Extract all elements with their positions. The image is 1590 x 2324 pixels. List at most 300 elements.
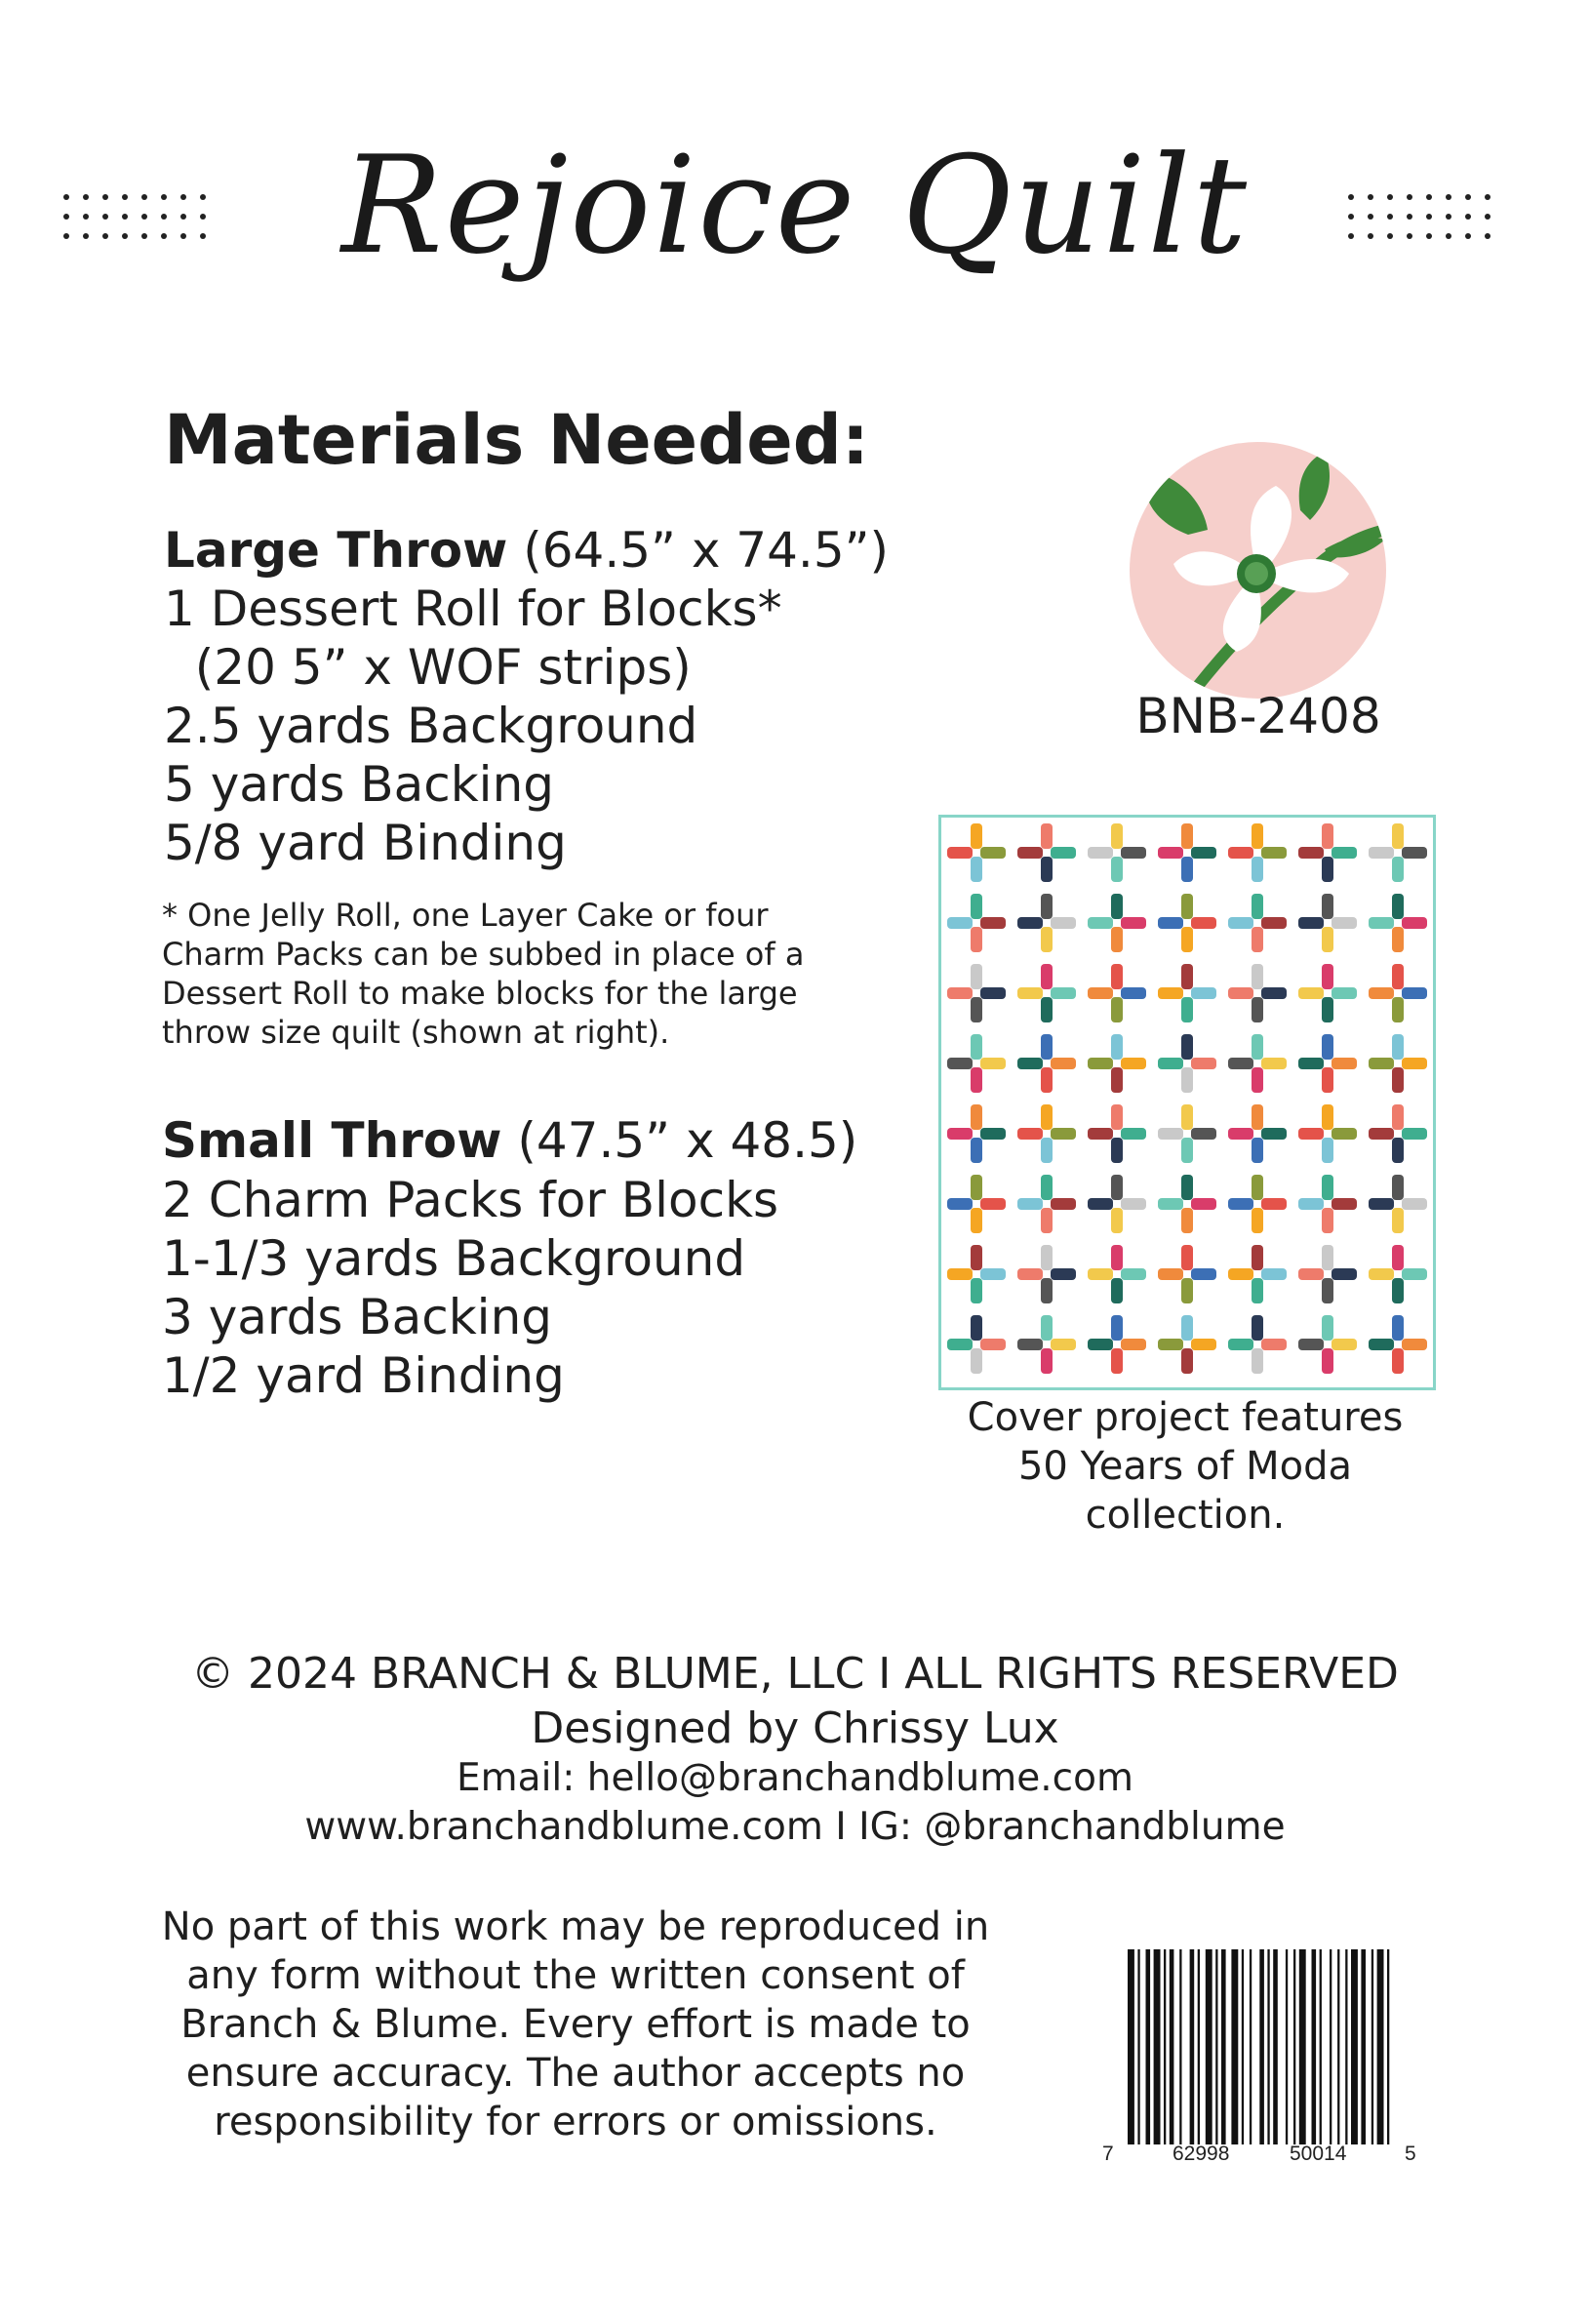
quilt-patch: [1191, 1268, 1216, 1280]
quilt-patch: [1158, 1128, 1183, 1140]
quilt-patch: [1252, 1067, 1263, 1093]
barcode-bar: [1206, 1949, 1212, 2144]
quilt-patch: [1322, 857, 1333, 882]
designer-credit: Designed by Chrissy Lux: [531, 1703, 1059, 1753]
quilt-patch: [1121, 987, 1146, 999]
disclaimer-line: any form without the written consent of: [186, 1953, 965, 1998]
quilt-patch: [1191, 1198, 1216, 1210]
quilt-patch: [1298, 1128, 1324, 1140]
quilt-patch: [1088, 917, 1113, 929]
quilt-patch: [980, 917, 1006, 929]
quilt-patch: [1369, 847, 1394, 859]
quilt-patch: [947, 917, 973, 929]
quilt-patch: [947, 847, 973, 859]
caption-line: collection.: [1085, 1493, 1286, 1538]
quilt-patch: [1191, 917, 1216, 929]
quilt-patch: [1051, 1339, 1076, 1350]
barcode-digit: 5: [1405, 2143, 1416, 2165]
quilt-patch: [1402, 1268, 1427, 1280]
quilt-patch: [1392, 927, 1404, 952]
quilt-patch: [947, 1339, 973, 1350]
quilt-patch: [1111, 857, 1123, 882]
barcode-bar: [1337, 1949, 1339, 2144]
quilt-patch: [971, 857, 982, 882]
quilt-patch: [1402, 1339, 1427, 1350]
quilt-patch: [1369, 1339, 1394, 1350]
quilt-patch: [980, 1058, 1006, 1069]
quilt-patch: [1261, 847, 1287, 859]
quilt-patch: [1228, 1339, 1253, 1350]
quilt-patch: [1088, 1128, 1113, 1140]
small-throw-size: (47.5” x 48.5): [517, 1112, 858, 1169]
quilt-patch: [971, 1104, 982, 1130]
barcode-bar: [1154, 1949, 1161, 2144]
quilt-patch: [1322, 964, 1333, 989]
barcode-bar: [1164, 1949, 1166, 2144]
quilt-patch: [1041, 857, 1053, 882]
quilt-patch: [1121, 917, 1146, 929]
quilt-patch: [1252, 997, 1263, 1022]
quilt-patch: [980, 1339, 1006, 1350]
barcode: [1102, 1949, 1416, 2170]
cover-caption: [936, 1393, 1434, 1540]
quilt-patch: [1322, 927, 1333, 952]
quilt-patch: [1369, 1128, 1394, 1140]
dogwood-flower-icon: [1130, 442, 1386, 699]
quilt-patch: [1298, 987, 1324, 999]
quilt-patch: [1392, 823, 1404, 849]
barcode-digit: 62998: [1173, 2143, 1230, 2165]
barcode-bars: [1122, 1949, 1416, 2144]
quilt-patch: [947, 987, 973, 999]
quilt-patch: [1017, 987, 1043, 999]
quilt-patch: [1332, 1128, 1357, 1140]
quilt-patch: [971, 1067, 982, 1093]
quilt-patch: [971, 1315, 982, 1341]
quilt-patch: [1111, 1138, 1123, 1163]
quilt-patch: [1158, 847, 1183, 859]
quilt-patch: [947, 1198, 973, 1210]
barcode-bar: [1361, 1949, 1366, 2144]
footnote: [162, 896, 804, 1052]
quilt-patch: [1088, 1058, 1113, 1069]
quilt-patch: [1111, 1245, 1123, 1270]
quilt-patch: [1261, 917, 1287, 929]
quilt-patch: [1332, 917, 1357, 929]
quilt-patch: [980, 847, 1006, 859]
quilt-patch: [1111, 1034, 1123, 1060]
quilt-patch: [1332, 1339, 1357, 1350]
quilt-patch: [1111, 1208, 1123, 1233]
quilt-patch: [1298, 1339, 1324, 1350]
quilt-patch: [1252, 1208, 1263, 1233]
quilt-patch: [1298, 1058, 1324, 1069]
list-item: 1-1/3 yards Background: [162, 1230, 746, 1287]
quilt-patch: [1158, 1339, 1183, 1350]
barcode-bar: [1273, 1949, 1278, 2144]
quilt-patch: [1322, 1348, 1333, 1374]
quilt-patch: [1261, 1339, 1287, 1350]
barcode-bar: [1190, 1949, 1195, 2144]
quilt-patch: [1181, 1034, 1193, 1060]
quilt-patch: [971, 1208, 982, 1233]
quilt-patch: [980, 1198, 1006, 1210]
quilt-patch: [1252, 1034, 1263, 1060]
quilt-patch: [1111, 894, 1123, 919]
quilt-patch: [971, 1278, 982, 1303]
quilt-patch: [1181, 1175, 1193, 1200]
quilt-patch: [980, 987, 1006, 999]
quilt-patch: [1041, 1315, 1053, 1341]
dogwood-logo: [1130, 442, 1386, 699]
quilt-patch: [1181, 1348, 1193, 1374]
quilt-patch: [1228, 1268, 1253, 1280]
barcode-bar: [1371, 1949, 1373, 2144]
quilt-patch: [1261, 1058, 1287, 1069]
quilt-patch: [1051, 987, 1076, 999]
list-item: 1/2 yard Binding: [162, 1347, 565, 1404]
quilt-patch: [1392, 1138, 1404, 1163]
quilt-patch: [1392, 1208, 1404, 1233]
quilt-patch: [1121, 1339, 1146, 1350]
quilt-patch: [1051, 1268, 1076, 1280]
quilt-patch: [1298, 917, 1324, 929]
quilt-patch: [1041, 1348, 1053, 1374]
quilt-patch: [1017, 1058, 1043, 1069]
barcode-bar: [1320, 1949, 1322, 2144]
quilt-patch: [971, 1348, 982, 1374]
quilt-patch: [971, 894, 982, 919]
quilt-patch: [1051, 1198, 1076, 1210]
quilt-patch: [1181, 894, 1193, 919]
quilt-patch: [1228, 1128, 1253, 1140]
quilt-patch: [1041, 997, 1053, 1022]
quilt-patch: [1392, 1315, 1404, 1341]
barcode-bar: [1312, 1949, 1317, 2144]
quilt-patch: [1322, 823, 1333, 849]
quilt-patch: [1252, 927, 1263, 952]
barcode-bar: [1330, 1949, 1332, 2144]
quilt-patch: [1017, 917, 1043, 929]
quilt-patch: [1017, 1198, 1043, 1210]
quilt-patch: [1041, 1104, 1053, 1130]
barcode-bar: [1198, 1949, 1200, 2144]
website-social: www.branchandblume.com I IG: @branchandblume: [304, 1805, 1286, 1849]
quilt-patch: [1392, 964, 1404, 989]
quilt-patch: [1017, 1128, 1043, 1140]
barcode-bar: [1179, 1949, 1181, 2144]
quilt-patch: [1181, 997, 1193, 1022]
quilt-patch: [1252, 1348, 1263, 1374]
small-throw-heading: [162, 1112, 857, 1169]
footnote-line: throw size quilt (shown at right).: [162, 1014, 670, 1051]
quilt-patch: [1111, 823, 1123, 849]
quilt-patch: [1402, 1128, 1427, 1140]
quilt-patch: [1369, 987, 1394, 999]
quilt-patch: [1041, 894, 1053, 919]
quilt-patch: [1322, 1315, 1333, 1341]
copyright-line: © 2024 BRANCH & BLUME, LLC I ALL RIGHTS RESERVED: [191, 1649, 1399, 1699]
list-item: 1 Dessert Roll for Blocks*: [164, 581, 782, 637]
quilt-patch: [1181, 1208, 1193, 1233]
quilt-patch: [1369, 1198, 1394, 1210]
quilt-patch: [1111, 1067, 1123, 1093]
quilt-patch: [1191, 987, 1216, 999]
sku-code: BNB-2408: [1135, 688, 1381, 744]
quilt-patch: [1228, 847, 1253, 859]
barcode-bar: [1128, 1949, 1134, 2144]
quilt-patch: [1252, 894, 1263, 919]
quilt-patch: [1051, 1058, 1076, 1069]
quilt-image: [938, 815, 1436, 1390]
quilt-patch: [1402, 1198, 1427, 1210]
quilt-patch: [1181, 927, 1193, 952]
quilt-patch: [1298, 1198, 1324, 1210]
quilt-patch: [1111, 1104, 1123, 1130]
quilt-patch: [1252, 1104, 1263, 1130]
quilt-patch: [1228, 1198, 1253, 1210]
quilt-patch: [1041, 1175, 1053, 1200]
small-throw-label: Small Throw: [162, 1112, 502, 1169]
quilt-patch: [1088, 1339, 1113, 1350]
quilt-patch: [1181, 1067, 1193, 1093]
quilt-patch: [1332, 847, 1357, 859]
quilt-patch: [1322, 1138, 1333, 1163]
list-item: 2 Charm Packs for Blocks: [162, 1172, 779, 1228]
quilt-patch: [1252, 823, 1263, 849]
footnote-line: Charm Packs can be subbed in place of a: [162, 936, 805, 973]
quilt-patch: [1322, 894, 1333, 919]
list-item: 5/8 yard Binding: [164, 815, 567, 871]
quilt-patch: [971, 964, 982, 989]
quilt-patch: [1369, 917, 1394, 929]
quilt-patch: [971, 927, 982, 952]
quilt-patch: [947, 1128, 973, 1140]
quilt-patch: [1158, 917, 1183, 929]
list-item: (20 5” x WOF strips): [164, 639, 692, 696]
quilt-patch: [1041, 964, 1053, 989]
small-throw-list: [162, 1171, 778, 1405]
barcode-bar: [1215, 1949, 1217, 2144]
quilt-patch: [1261, 1198, 1287, 1210]
quilt-patch: [1051, 917, 1076, 929]
quilt-patch: [971, 823, 982, 849]
quilt-patch: [1392, 1104, 1404, 1130]
barcode-bar: [1259, 1949, 1264, 2144]
quilt-patch: [1181, 823, 1193, 849]
quilt-patch: [1041, 1067, 1053, 1093]
quilt-patch: [1041, 1208, 1053, 1233]
quilt-patch: [1322, 1175, 1333, 1200]
barcode-bar: [1299, 1949, 1306, 2144]
quilt-patch: [1191, 1128, 1216, 1140]
quilt-patch: [1088, 1198, 1113, 1210]
quilt-patch: [971, 1245, 982, 1270]
quilt-patch: [1111, 997, 1123, 1022]
quilt-patch: [1121, 847, 1146, 859]
quilt-pattern-image: [941, 818, 1433, 1387]
quilt-patch: [1228, 917, 1253, 929]
quilt-patch: [1158, 987, 1183, 999]
quilt-patch: [1017, 847, 1043, 859]
quilt-patch: [1402, 917, 1427, 929]
quilt-patch: [1088, 847, 1113, 859]
quilt-patch: [1392, 857, 1404, 882]
quilt-patch: [1369, 1268, 1394, 1280]
barcode-bar: [1351, 1949, 1358, 2144]
barcode-bar: [1267, 1949, 1269, 2144]
quilt-patch: [1041, 927, 1053, 952]
quilt-patch: [1252, 1315, 1263, 1341]
quilt-patch: [1121, 1198, 1146, 1210]
barcode-bar: [1242, 1949, 1244, 2144]
disclaimer-line: Branch & Blume. Every effort is made to: [180, 2002, 971, 2047]
quilt-patch: [1261, 987, 1287, 999]
disclaimer-line: No part of this work may be reproduced in: [161, 1904, 990, 1949]
quilt-patch: [1121, 1128, 1146, 1140]
barcode-bar: [1221, 1949, 1226, 2144]
quilt-patch: [1322, 1034, 1333, 1060]
quilt-patch: [1191, 847, 1216, 859]
footnote-line: * One Jelly Roll, one Layer Cake or four: [162, 897, 769, 934]
quilt-patch: [1252, 1245, 1263, 1270]
quilt-patch: [1322, 997, 1333, 1022]
barcode-bar: [1345, 1949, 1347, 2144]
materials-heading: Materials Needed:: [164, 400, 869, 480]
large-throw-label: Large Throw: [164, 522, 508, 579]
quilt-patch: [1017, 1339, 1043, 1350]
quilt-patch: [1392, 1245, 1404, 1270]
quilt-patch: [947, 1058, 973, 1069]
caption-line: 50 Years of Moda: [1017, 1444, 1352, 1489]
quilt-patch: [1322, 1104, 1333, 1130]
quilt-patch: [1181, 1315, 1193, 1341]
quilt-patch: [1332, 987, 1357, 999]
quilt-patch: [1298, 847, 1324, 859]
quilt-patch: [1181, 1245, 1193, 1270]
quilt-patch: [1392, 1175, 1404, 1200]
quilt-patch: [1261, 1268, 1287, 1280]
quilt-patch: [1181, 857, 1193, 882]
barcode-bar: [1377, 1949, 1384, 2144]
quilt-patch: [971, 1138, 982, 1163]
quilt-patch: [1252, 1138, 1263, 1163]
quilt-patch: [1332, 1268, 1357, 1280]
quilt-patch: [1088, 1268, 1113, 1280]
quilt-patch: [1158, 1198, 1183, 1210]
quilt-patch: [1181, 1104, 1193, 1130]
quilt-patch: [1158, 1268, 1183, 1280]
disclaimer-line: ensure accuracy. The author accepts no: [185, 2051, 966, 2096]
quilt-patch: [1041, 1278, 1053, 1303]
quilt-patch: [1322, 1067, 1333, 1093]
quilt-patch: [1332, 1058, 1357, 1069]
barcode-bar: [1231, 1949, 1238, 2144]
quilt-patch: [1041, 1245, 1053, 1270]
quilt-patch: [1392, 1348, 1404, 1374]
quilt-patch: [1181, 964, 1193, 989]
quilt-patch: [1228, 987, 1253, 999]
quilt-patch: [1252, 1278, 1263, 1303]
footnote-line: Dessert Roll to make blocks for the large: [162, 975, 798, 1012]
large-throw-heading: [164, 522, 889, 579]
quilt-patch: [1191, 1339, 1216, 1350]
quilt-patch: [1051, 847, 1076, 859]
email-contact: Email: hello@branchandblume.com: [457, 1756, 1133, 1800]
quilt-patch: [1111, 1348, 1123, 1374]
quilt-patch: [1392, 997, 1404, 1022]
quilt-patch: [1111, 1315, 1123, 1341]
quilt-patch: [1402, 847, 1427, 859]
quilt-patch: [1111, 1175, 1123, 1200]
quilt-patch: [1298, 1268, 1324, 1280]
quilt-patch: [1181, 1278, 1193, 1303]
quilt-patch: [1252, 857, 1263, 882]
quilt-patch: [1392, 1067, 1404, 1093]
quilt-patch: [1121, 1268, 1146, 1280]
quilt-patch: [1392, 1034, 1404, 1060]
quilt-patch: [1322, 1245, 1333, 1270]
quilt-patch: [1111, 1278, 1123, 1303]
disclaimer-line: responsibility for errors or omissions.: [214, 2100, 937, 2144]
barcode-bar: [1293, 1949, 1295, 2144]
quilt-patch: [971, 1034, 982, 1060]
quilt-patch: [1051, 1128, 1076, 1140]
quilt-patch: [1191, 1058, 1216, 1069]
quilt-patch: [1181, 1138, 1193, 1163]
barcode-bar: [1387, 1949, 1389, 2144]
page-title: Rejoice Quilt: [340, 127, 1250, 284]
quilt-patch: [1332, 1198, 1357, 1210]
quilt-patch: [1158, 1058, 1183, 1069]
quilt-patch: [1111, 927, 1123, 952]
quilt-patch: [1402, 987, 1427, 999]
large-throw-list: [164, 580, 782, 872]
large-throw-size: (64.5” x 74.5”): [523, 522, 890, 579]
quilt-patch: [1392, 894, 1404, 919]
quilt-patch: [1369, 1058, 1394, 1069]
barcode-bar: [1137, 1949, 1139, 2144]
barcode-bar: [1250, 1949, 1252, 2144]
quilt-patch: [980, 1128, 1006, 1140]
quilt-patch: [1322, 1208, 1333, 1233]
barcode-bar: [1146, 1949, 1151, 2144]
list-item: 5 yards Backing: [164, 756, 554, 813]
quilt-patch: [947, 1268, 973, 1280]
quilt-patch: [1322, 1278, 1333, 1303]
quilt-patch: [1041, 1138, 1053, 1163]
quilt-patch: [1111, 964, 1123, 989]
quilt-patch: [1252, 964, 1263, 989]
quilt-patch: [1261, 1128, 1287, 1140]
barcode-digit: 50014: [1290, 2143, 1347, 2165]
quilt-patch: [971, 1175, 982, 1200]
barcode-bar: [1170, 1949, 1174, 2144]
quilt-patch: [1017, 1268, 1043, 1280]
disclaimer: [146, 1903, 1005, 2146]
quilt-patch: [1228, 1058, 1253, 1069]
list-item: 2.5 yards Background: [164, 698, 698, 754]
quilt-patch: [1392, 1278, 1404, 1303]
quilt-patch: [1252, 1175, 1263, 1200]
quilt-patch: [971, 997, 982, 1022]
quilt-patch: [1041, 823, 1053, 849]
caption-line: Cover project features: [967, 1395, 1404, 1440]
list-item: 3 yards Backing: [162, 1289, 552, 1345]
quilt-patch: [1402, 1058, 1427, 1069]
quilt-patch: [1041, 1034, 1053, 1060]
quilt-patch: [1121, 1058, 1146, 1069]
